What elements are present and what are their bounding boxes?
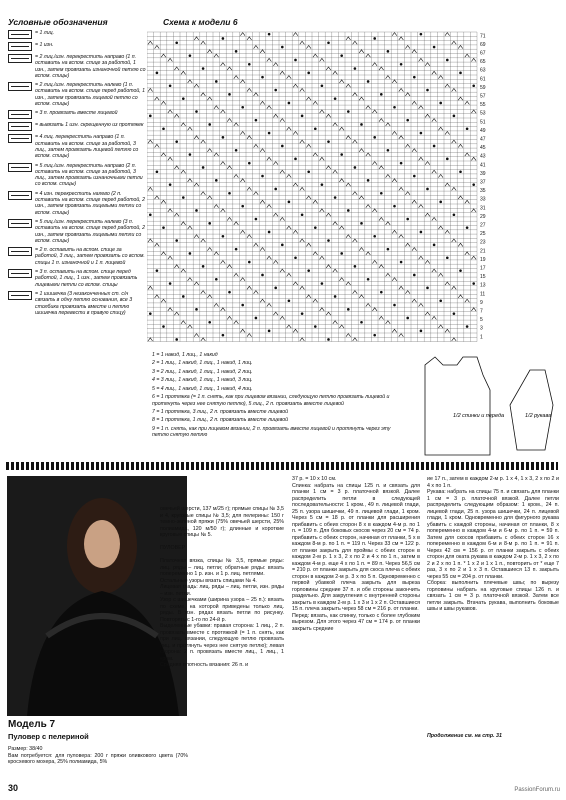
garment-schematic: [385, 345, 560, 460]
row-number: 63: [480, 67, 486, 74]
row-number: 71: [480, 33, 486, 40]
row-number: 51: [480, 119, 486, 126]
pattern-line: 9 = 1 п. снять, как при лицевом вязании, 2 п. провязать вместе лицевой и протянуть через эту петлю снятую петлю: [152, 425, 391, 439]
legend-text: = 1 лиц.: [35, 30, 55, 36]
front-label: 1/2 спинки и переда: [453, 413, 505, 419]
legend-item: [8, 134, 146, 159]
row-number: 19: [480, 256, 486, 263]
pattern-line: 1 = 1 накид, 1 лиц., 1 накид: [152, 352, 218, 358]
row-number: 45: [480, 145, 486, 152]
row-number: 5: [480, 317, 483, 324]
legend-item: [8, 291, 146, 316]
legend-item: [8, 110, 146, 119]
stitch-symbol-icon: [8, 82, 32, 91]
legend-text: = 3 п. оставить на вспом. спице перед работой, 1 лиц., 1 изн., затем провязать лицевыми петли со вспом. спицы: [35, 269, 138, 288]
text-column-1: Размер: 38/40 Вам потребуется: для пуловера: 200 г пряжи оливкового цвета (70% кросхевого мохера, 25% полиамида, 5%: [8, 746, 188, 765]
legend-text: = 2 лиц./изн. перекрестить направо (1 п. оставить на вспом. спице за работой, 1 изн., затем провязать изнаночной петлю со вспом. спицы): [35, 54, 146, 79]
legend-item: [8, 42, 146, 51]
stitch-symbol-icon: [8, 247, 32, 256]
pattern-line: 4 = 3 лиц., 1 накид, 1 лиц., 1 накид, 3 лиц.: [152, 377, 253, 384]
legend-item: [8, 163, 146, 188]
row-number: 43: [480, 153, 486, 160]
knitting-chart: [147, 30, 487, 348]
legend-item: [8, 219, 146, 244]
row-number: 53: [480, 110, 486, 117]
pattern-line: 5 = 4 лиц., 1 накид, 1 лиц., 1 накид, 4 лиц.: [152, 385, 253, 392]
row-number: 35: [480, 188, 486, 195]
legend-item: [8, 82, 146, 107]
legend-item: [8, 247, 146, 266]
row-number: 17: [480, 265, 486, 272]
stitch-symbol-icon: [8, 219, 32, 228]
row-number: 37: [480, 179, 486, 186]
row-number: 7: [480, 308, 483, 315]
front-outline: [425, 357, 490, 455]
row-number: 15: [480, 274, 486, 281]
text-column-2: овечьей шерсти, 137 м/25 г); прямые спицы № 3,5 и 4, круговые спицы № 3,5; для пелерины: 150 г темно-зеленой пряжи (75% овечьей шерсти, 25% полиамида, 120 м/50 г); длинные и короткие круговые спицы № 5. ПУЛОВЕР Платочная вязка, спицы № 3,5, прямые ряды: лиц. ряды – лиц. петли; обратные ряды: вязать попеременно 1 р. изн. и 1 р. лиц. петлями. Остальные узоры вязать спицами № 4. Лицевая гладь: лиц. ряды – лиц. петли, изн. ряды – изн. петли. Узор с шишечками (ширина узора – 25 п.): вязать по схеме, на которой приведены только лиц. ряды. В изн. рядах вязать петли по рисунку. Повторять с 1-го по 24-й р. Выделенные убавки: правая сторона: 1 лиц., 2 п. провязать вместе с протяжкой (= 1 п. снять, как при лиц. вязании, следующую петлю провязать лиц. и протянуть через нее снятую петлю); левая сторона: 2 п. провязать вместе лиц., 1 лиц., 1 кром. Средняя плотность вязания: 26 п. и: [160, 506, 284, 668]
section-divider: [6, 462, 558, 470]
pattern-legend: [152, 352, 392, 441]
stitch-symbol-icon: [8, 30, 32, 39]
continued-note: Продолжение см. на стр. 31: [427, 733, 502, 739]
row-number: 41: [480, 162, 486, 169]
stitch-symbol-icon: [8, 163, 32, 172]
row-number: 57: [480, 93, 486, 100]
row-number: 25: [480, 231, 486, 238]
sleeve-outline: [510, 370, 553, 450]
chart-title: Схема к модели 6: [163, 17, 238, 27]
legend-text: = 1 шишечка (3 незаконченных ст. с/н связать в одну петлю основания, все 3 столбика провязать вместе и петлю шишечка перевести в правую спицу): [35, 290, 133, 316]
legend-text: = 2 лиц./изн. перекрестить налево (1 п. оставить на вспом. спице перед работой, 1 изн., затем провязать лицевой петлю со вспом. спицы): [35, 82, 146, 108]
watermark: PassionForum.ru: [514, 787, 560, 793]
model-subtitle: Пуловер с пелериной: [8, 732, 89, 741]
legend-item: [8, 269, 146, 288]
row-number: 31: [480, 205, 486, 212]
row-number: 55: [480, 102, 486, 109]
legend-text: = 4 изн. перекрестить налево (2 п. оставить на вспом. спице перед работой, 2 изн., затем провязать лицевыми петли со вспом. спицы): [35, 190, 146, 216]
legend-item: [8, 30, 146, 39]
stitch-symbol-icon: [8, 191, 32, 200]
row-number: 39: [480, 170, 486, 177]
row-number: 33: [480, 196, 486, 203]
sleeve-label: 1/2 рукава: [525, 413, 552, 419]
text-column-3: 37 р. = 10 х 10 см. Спинка: набрать на спицы 125 п. и связать для планки 1 см = 3 р. платочной вязкой. Далее распределить петли в следующей последовательности: 1 кром., 49 п. лицевой глади, 25 п. узора шишечки, 49 п. лицевой глади, 1 кром. Через 5 см = 18 р. от планки для расширения прибавить с обеих сторон 8 х в каждом 4-м р. по 1 п. = 109 п. Для боковых скосов через 20 см = 74 р. прибавить с обеих сторон, начиная от планки, 5 х в каждом 8-м р. по 1 п. = 119 п. Через 33 см = 122 р. от планки закрыть для проймы с обеих сторон в каждом 2-м р. 1 х 3, 2 х по 2 и 4 х по 1 п., затем в каждом 4-м р. еще 4 х по 1 п. = 89 п. Через 56,5 см = 210 р. от планки закрыть для скоса плеча с обеих сторон в каждом 2-м р. 3 х по 5 п. Одновременно с первой убавкой плеча закрыть для выреза горловины средние 37 п. и обе стороны закончить раздельно. Для закругления с внутренней стороны закрыть в каждом 2-м р. 1 х 3 и 1 х 2 п. Оставшиеся 15 п. плеча закрыть через 58 см = 216 р. от планки. Перед: вязать, как спинку, только с более глубоким вырезом. Для этого через 47 см = 174 р. от планки закрыть средние: [292, 476, 420, 632]
row-number: 59: [480, 84, 486, 91]
model-title: Модель 7: [8, 719, 56, 730]
row-number: 13: [480, 282, 486, 289]
stitch-symbol-icon: [8, 134, 32, 143]
stitch-symbol-icon: [8, 291, 32, 300]
stitch-symbol-icon: [8, 42, 32, 51]
stitch-symbol-icon: [8, 54, 32, 63]
stitch-symbol-icon: [8, 110, 32, 119]
pattern-line: 2 = 1 лиц., 1 накид, 1 лиц., 1 накид, 1 лиц.: [152, 360, 253, 367]
row-number: 61: [480, 76, 486, 83]
pattern-line: 8 = 1 протяжка, 1 лиц., 2 п. провязать вместе лицевой: [152, 417, 289, 424]
legend-text: = 4 лиц. перекрестить направо (1 п. оставить на вспом. спице за работой, 3 лиц., затем провязать лицевой петлю со вспом. спицы): [35, 134, 139, 160]
row-number: 3: [480, 325, 483, 332]
row-number: 9: [480, 299, 483, 306]
legend-text: = 5 лиц./изн. перекрестить налево (3 п. оставить на вспом. спице перед работой, 2 изн., затем провязать лицевыми петли со вспом. спицы): [35, 218, 146, 244]
row-number: 23: [480, 239, 486, 246]
pattern-line: 3 = 2 лиц., 1 накид, 1 лиц., 1 накид, 2 лиц.: [152, 368, 253, 375]
row-number: 21: [480, 248, 486, 255]
row-number: 47: [480, 136, 486, 143]
legend-list: [8, 30, 146, 319]
row-number: 49: [480, 127, 486, 134]
row-number: 1: [480, 334, 483, 341]
page-number: 30: [8, 783, 19, 793]
pattern-line: 6 = 1 протяжка (= 1 п. снять, как при лицевом вязании, следующую петлю провязать лицевой и протянуть через нее снятую петлю), 5 лиц., 2 п. провязать вместе лицевой: [152, 393, 390, 407]
row-number: 67: [480, 50, 486, 57]
row-number: 69: [480, 41, 486, 48]
text-column-4: ие 17 п., затем в каждом 2-м р. 1 х 4, 1 х 3, 2 х по 2 и 4 х по 1 п. Рукава: набрать на спицы 75 п. и связать для планки 1 см = 3 р. платочной вязкой. Далее петли распределить следующим образом: 1 кром., 24 п. лицевой глади, 25 п. узора шишечки, 24 п. лицевой глади, 1 кром. Одновременно для фигурного рукава убавить с каждой стороны, начиная от планки, 8 х попеременно в каждом 4-м и 6-м р. по 1 п. = 59 п. Затем для скосов прибавить с обеих сторон 16 х попеременно в каждом 6-м и 8-м р. по 1 п. = 91 п. Через 42 см = 156 р. от планки закрыть с обеих сторон для оката рукава в каждом 2-м р. 1 х 3, 2 х по 2 и 2 х по 1 п. * 1 х 2 и 1 х 1 п., повторить от * еще 7 раз, 3 х по 2 и 1 х 3 п. Оставшиеся 13 п. закрыть через 55 см = 204 р. от планки. Сборка: выполнить плечевые швы; по вырезу горловины набрать на круговые спицы 126 п. и связать 1 см = 3 р. платочной вязкой. Затем все петли закрыть. Втачать рукава, выполнить боковые швы и швы рукавов.: [427, 476, 559, 612]
pattern-line: 7 = 1 протяжка, 3 лиц., 2 п. провязать вместе лицевой: [152, 408, 289, 415]
row-number: 65: [480, 59, 486, 66]
legend-item: [8, 122, 146, 131]
legend-text: = 3 п. провязать вместе лицевой: [35, 110, 118, 117]
legend-text: = вывязать 1 изн. скрещенную из протяжек: [35, 122, 144, 129]
legend-item: [8, 191, 146, 216]
legend-text: = 2 п. оставить на вспом. спице за работой, 3 лиц., затем провязать со вспом. спицы 1 п. изнаночной и 1 п. лицевой: [35, 247, 145, 266]
stitch-symbol-icon: [8, 122, 32, 131]
stitch-symbol-icon: [8, 269, 32, 278]
row-number: 11: [480, 291, 486, 298]
row-number: 27: [480, 222, 486, 229]
row-number: 29: [480, 213, 486, 220]
legend-text: = 5 лиц./изн. перекрестить направо (2 п. оставить на вспом. спице за работой, 3 лиц., затем провязать изнаночными петли со вспом. спицы): [35, 162, 143, 188]
legend-text: = 1 изн.: [35, 42, 54, 48]
legend-item: [8, 54, 146, 79]
legend-title: Условные обозначения: [8, 17, 108, 27]
